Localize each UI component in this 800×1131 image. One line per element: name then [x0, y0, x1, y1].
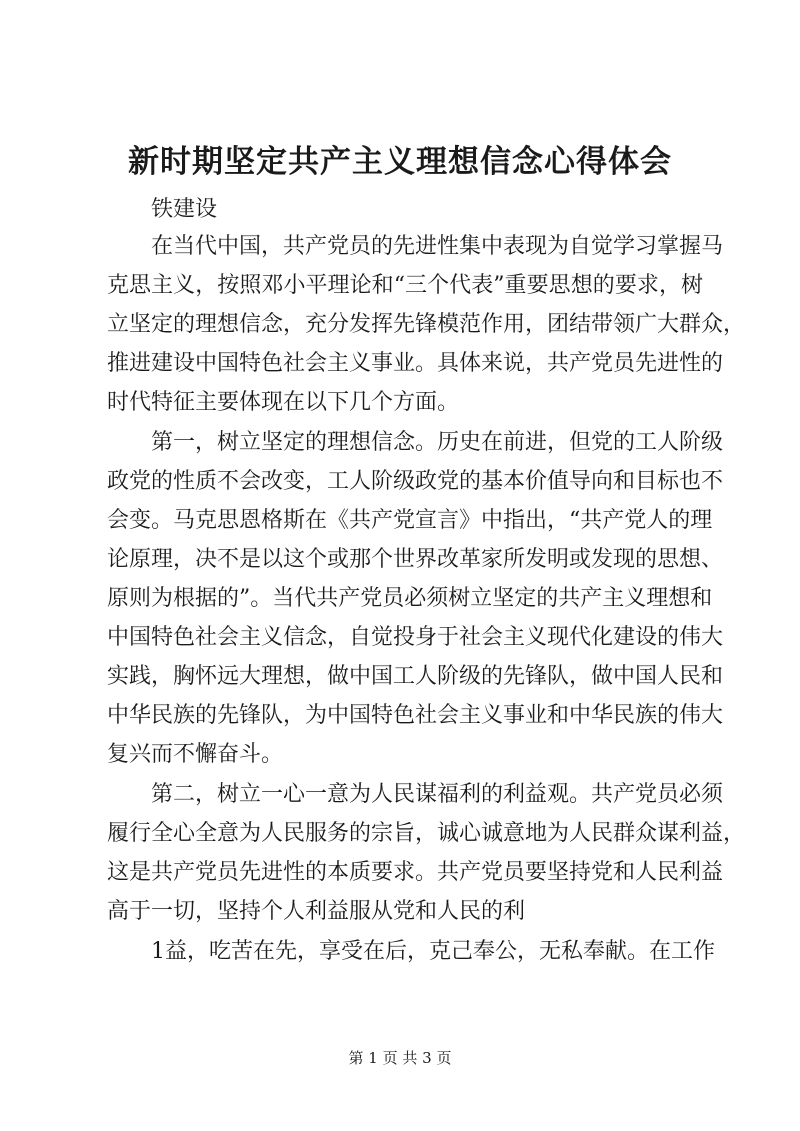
page-footer: 第 1 页 共 3 页 — [348, 1049, 452, 1067]
paragraph-2-line-5: 原则为根据的”。当代共产党员必须树立坚定的共产主义理想和 — [107, 586, 713, 611]
author-line: 铁建设 — [151, 197, 218, 222]
paragraph-2-line-3: 会变。马克思恩格斯在《共产党宣言》中指出，“共产党人的理 — [107, 508, 713, 533]
paragraph-2-line-7: 实践，胸怀远大理想，做中国工人阶级的先锋队，做中国人民和 — [107, 664, 724, 689]
paragraph-2-line-8: 中华民族的先锋队，为中国特色社会主义事业和中华民族的伟大 — [107, 703, 724, 728]
paragraph-2-line-4: 论原理，决不是以这个或那个世界改革家所发明或发现的思想、 — [107, 547, 724, 572]
paragraph-1-line-5: 时代特征主要体现在以下几个方面。 — [107, 390, 460, 415]
paragraph-4-line-1: 1益，吃苦在先，享受在后，克己奉公，无私奉献。在工作 — [151, 939, 715, 964]
paragraph-1-line-1: 在当代中国，共产党员的先进性集中表现为自觉学习掌握马 — [151, 234, 724, 259]
paragraph-3-line-3: 这是共产党员先进性的本质要求。共产党员要坚持党和人民利益 — [107, 860, 724, 885]
paragraph-2-line-1: 第一，树立坚定的理想信念。历史在前进，但党的工人阶级 — [151, 430, 724, 455]
document-title: 新时期坚定共产主义理想信念心得体会 — [128, 144, 672, 180]
paragraph-3-line-4: 高于一切，坚持个人利益服从党和人民的利 — [107, 899, 526, 924]
paragraph-3-line-2: 履行全心全意为人民服务的宗旨，诚心诚意地为人民群众谋利益， — [107, 821, 746, 846]
paragraph-3-line-1: 第二，树立一心一意为人民谋福利的利益观。共产党员必须 — [151, 782, 724, 807]
paragraph-2-line-2: 政党的性质不会改变，工人阶级政党的基本价值导向和目标也不 — [107, 469, 724, 494]
paragraph-2-line-9: 复兴而不懈奋斗。 — [107, 742, 284, 767]
paragraph-1-line-2: 克思主义，按照邓小平理论和“三个代表”重要思想的要求，树 — [107, 273, 703, 298]
paragraph-2-line-6: 中国特色社会主义信念，自觉投身于社会主义现代化建设的伟大 — [107, 625, 724, 650]
paragraph-1-line-3: 立坚定的理想信念，充分发挥先锋模范作用，团结带领广大群众， — [107, 312, 746, 337]
paragraph-1-line-4: 推进建设中国特色社会主义事业。具体来说，共产党员先进性的 — [107, 351, 724, 376]
